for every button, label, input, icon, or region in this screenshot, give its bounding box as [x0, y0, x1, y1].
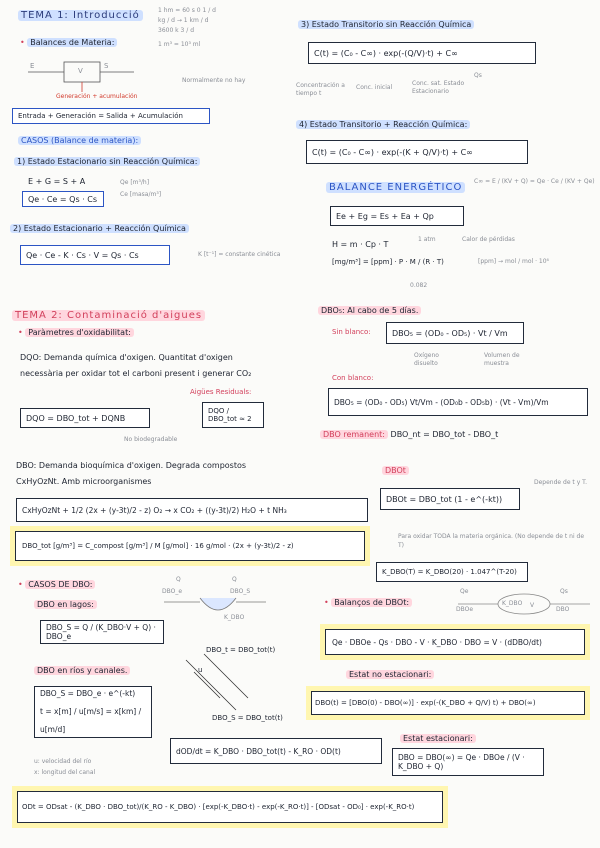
case2-title: 2) Estado Estacionario + Reacción Química	[10, 224, 189, 233]
channel-bottom-label: DBO_S = DBO_tot(t)	[212, 714, 283, 722]
balance-v: V	[530, 602, 535, 609]
channel-top-label: DBO_t = DBO_tot(t)	[206, 646, 276, 654]
con-blanco-eq: DBO₅ = (OD₀ - OD₅) Vt/Vm - (OD₀b - OD₅b) · (Vt - Vm)/Vm	[328, 388, 588, 416]
balance-k: K_DBO	[502, 600, 523, 607]
sin-blanco-eq: DBO₅ = (OD₀ - OD₅) · Vt / Vm	[386, 322, 524, 344]
dbo-definition: DBO: Demanda bioquímica d'oxigen. Degrada compostos CxHyOzNt. Amb microorganismes	[16, 461, 247, 486]
lake-q-in: Q	[176, 576, 181, 583]
case1-title: 1) Estado Estacionario sin Reacción Química:	[14, 157, 200, 166]
dqo-eq: DQO = DBO_tot + DQNB	[20, 408, 150, 428]
dbot-note: Depende de t y T.	[534, 479, 588, 486]
tema2-title: TEMA 2: Contaminació d'aigues	[12, 310, 205, 321]
con-blanco-label: Con blanco:	[332, 374, 374, 382]
unit-conversions: 1 hm = 60 s 0 1 / d kg / d → 1 km / d 3600 k 3 / d 1 m³ = 10³ ml	[158, 7, 216, 48]
casos-title: CASOS (Balance de materia):	[18, 136, 141, 145]
lake-dbo-out: DBO_S	[230, 588, 251, 595]
energy-title: BALANCE ENERGÉTICO	[326, 182, 465, 193]
rios-eq: DBO_S = DBO_e · e^(-kt)	[40, 689, 136, 698]
case1-units: Qe [m³/h] Ce [masa/m³]	[120, 179, 162, 198]
dbo-tot-box	[10, 526, 370, 566]
params-title: • Paràmetres d'oxidabilitat:	[18, 328, 134, 337]
case3-note-c0: Conc. inicial	[356, 84, 393, 91]
odt-eq: ODt = ODsat - (K_DBO · DBO_tot)/(K_RO - K_DBO) · [exp(-K_DBO·t) - exp(-K_RO·t)] - [ODsat - OD₀] · exp(-K_RO·t)	[17, 791, 443, 823]
case2-note: K [t⁻¹] = constante cinética	[198, 251, 281, 258]
case2-eq: Qe · Ce - K · Cs · V = Qs · Cs	[20, 245, 170, 265]
no-estac-box	[306, 686, 590, 720]
normal-note: Normalmente no hay	[182, 77, 246, 84]
river-notes: u: velocidad del río x: longitud del canal	[34, 758, 96, 776]
energy-note: Calor de pérdidas	[462, 236, 515, 243]
case3-note-qs: Qs	[474, 72, 482, 79]
ppm-eq: [mg/m³] = [ppm] · P · M / (R · T)	[332, 258, 444, 266]
case3-note-t: Concentración a tiempo t	[296, 82, 345, 97]
no-estac-title: Estat no estacionari:	[346, 670, 434, 679]
channel-u: u	[198, 666, 203, 674]
case3-title: 3) Estado Transitorio sin Reacción Química	[298, 20, 474, 29]
volume-note: Volumen de muestra	[484, 352, 520, 367]
channel-diagram	[176, 650, 256, 720]
balance-dbo: DBO	[556, 606, 570, 613]
dbo5-title: DBO₅: Al cabo de 5 días.	[318, 306, 421, 315]
balance-dbo-box	[320, 624, 590, 660]
lake-k: K_DBO	[224, 614, 245, 621]
flow-s-label: S	[104, 62, 109, 70]
balance-qs: Qs	[560, 588, 568, 595]
energy-eq: Ee + Eg = Es + Ea + Qp	[330, 206, 464, 226]
estac-title: Estat estacionari:	[400, 734, 476, 743]
residual-eq: DQO / DBO_tot ≈ 2	[202, 402, 264, 428]
case3-eq: C(t) = (C₀ - C∞) · exp(-(Q/V)·t) + C∞	[308, 42, 536, 64]
no-estac-eq: DBO(t) = [DBO(0) - DBO(∞)] · exp(-(K_DBO + Q/V) t) + DBO(∞)	[311, 691, 585, 715]
balance-qe: Qe	[460, 588, 469, 595]
dbo-tot-eq: DBO_tot [g/m³] = C_compost [g/m³] / M [g/mol] · 16 g/mol · (2x + (y-3t)/2 - z)	[15, 531, 365, 561]
flow-e-label: E	[30, 62, 35, 70]
dqo-definition: DQO: Demanda química d'oxigen. Quantitat d'oxigen necessària per oxidar tot el carboni present i generar CO₂	[20, 353, 252, 378]
balance-dboe: DBOe	[456, 606, 474, 613]
heat-eq: H = m · Cp · T	[332, 240, 389, 249]
casos-dbo-title: • CASOS DE DBO:	[18, 580, 95, 589]
flow-v-label: V	[78, 67, 83, 75]
dbot-eq: DBOt = DBO_tot (1 - e^(-kt))	[380, 488, 520, 510]
mass-balance-eq: Entrada + Generación = Salida + Acumulación	[12, 108, 210, 124]
case3-note-cinf: Conc. sat. Estado Estacionario	[412, 80, 465, 95]
oxygen-note: Oxígeno disuelto	[414, 352, 439, 367]
residual-title: Aigües Residuals:	[190, 388, 252, 396]
generation-label: Generación + acumulación	[56, 93, 138, 100]
case1-eq-a: E + G = S + A	[28, 177, 86, 186]
rios-box	[34, 686, 152, 738]
lagos-eq: DBO_S = Q / (K_DBO·V + Q) · DBO_e	[40, 620, 164, 644]
rios-title: DBO en ríos y canales.	[34, 666, 130, 675]
lagos-title: DBO en lagos:	[34, 600, 97, 609]
flow-diagram	[24, 58, 154, 98]
cinf-note: C∞ = E / (KV + Q) = Qe · Ce / (KV + Qe)	[474, 178, 595, 185]
balances-title: • Balances de Materia:	[20, 38, 117, 47]
case4-eq: C(t) = (C₀ - C∞) · exp(-(K + Q/V)·t) + C∞	[306, 140, 528, 164]
balance-dbo-eq: Qe · DBOe - Qs · DBO - V · K_DBO · DBO = V · (dDBO/dt)	[325, 629, 585, 655]
sin-blanco-label: Sin blanco:	[332, 328, 371, 336]
balance-diagram	[454, 590, 594, 620]
dbo-nom: DBO remanent: DBO_nt = DBO_tot - DBO_t	[320, 430, 498, 439]
lake-q-out: Q	[232, 576, 237, 583]
r-note: 0.082	[410, 282, 428, 289]
estac-eq: DBO = DBO(∞) = Qe · DBOe / (V · K_DBO + Q)	[392, 748, 544, 776]
t-eq: t = x[m] / u[m/s] = x[km] / u[m/d]	[40, 707, 142, 734]
case1-eq-b: Qe · Ce = Qs · Cs	[22, 191, 104, 207]
k-eq: K_DBO(T) = K_DBO(20) · 1.047^(T-20)	[376, 562, 528, 582]
balance-dbo-title: • Balanços de DBOt:	[324, 598, 412, 607]
dbot-title: DBOt	[382, 466, 409, 475]
atm-note: 1 atm	[418, 236, 436, 243]
oxidar-note: Para oxidar TODA la materia orgánica. (No depende de t ni de T)	[398, 533, 585, 549]
case4-title: 4) Estado Transitorio + Reacción Química:	[296, 120, 470, 129]
odt-box	[12, 786, 448, 828]
ppm-note: [ppm] → mol / mol · 10⁶	[478, 258, 549, 265]
dqo-note: No biodegradable	[124, 436, 178, 443]
reaction-eq: CxHyOzNt + 1/2 (2x + (y-3t)/2 - z) O₂ → x CO₂ + ((y-3t)/2) H₂O + t NH₃	[16, 498, 368, 522]
dod-eq: dOD/dt = K_DBO · DBO_tot(t) - K_RO · OD(t)	[170, 738, 382, 764]
lake-dbo-in: DBO_e	[162, 588, 183, 595]
tema1-title: TEMA 1: Introducció	[18, 10, 143, 21]
